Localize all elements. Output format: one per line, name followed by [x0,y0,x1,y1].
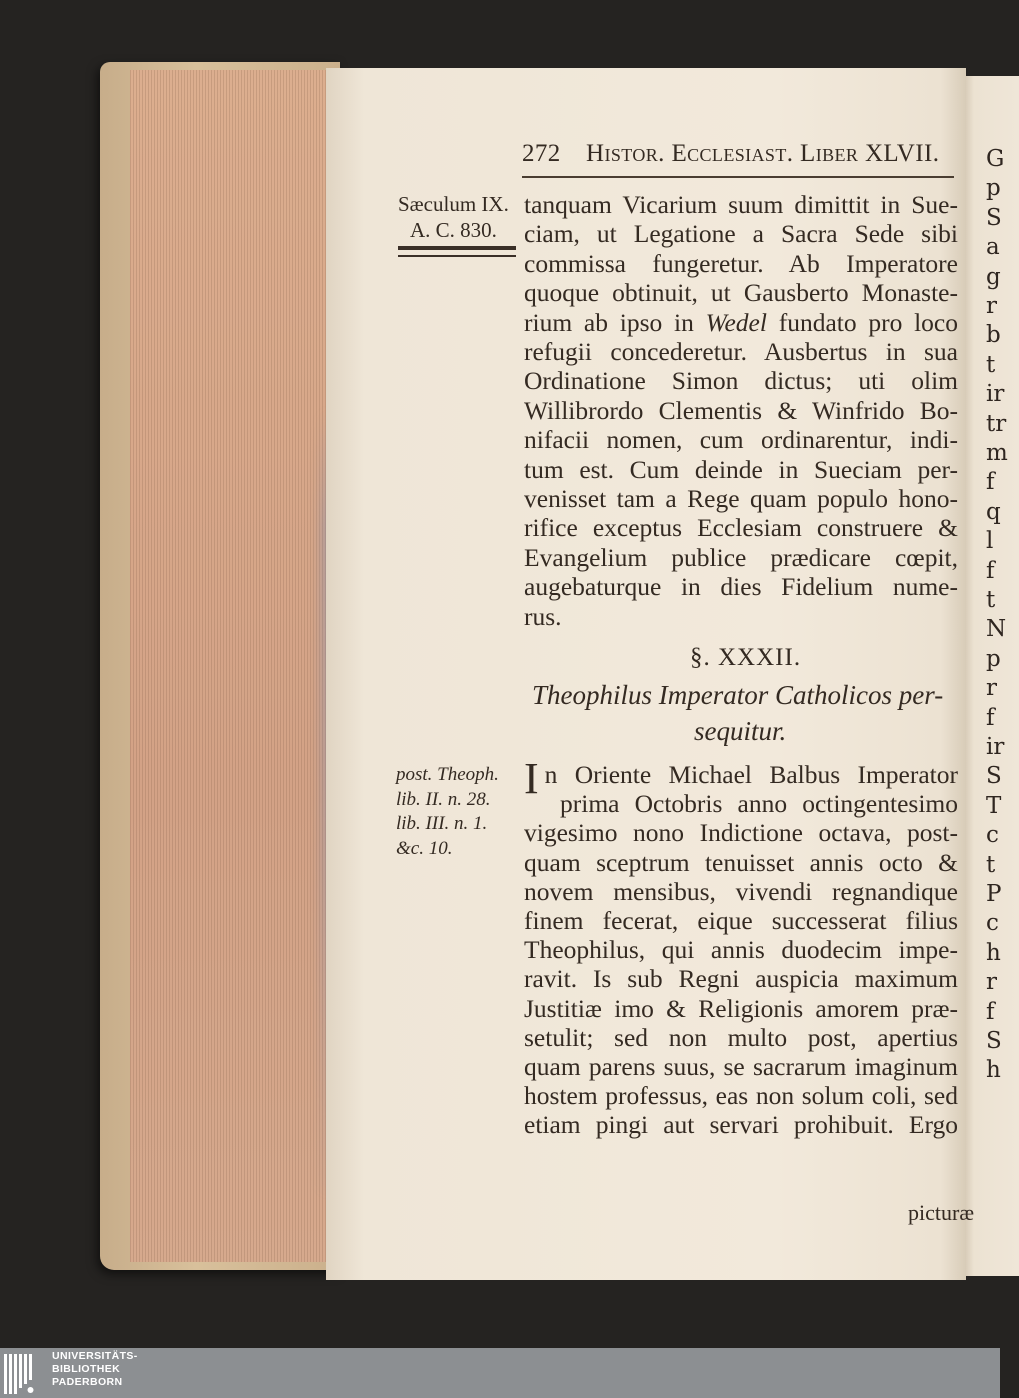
section-title-line-2: sequitur. [694,716,787,746]
body-line: vigesimo nono Indictione octava, post- [524,818,958,848]
margin-reference-line: lib. II. n. 28. [396,788,491,810]
facing-page-letter: T [986,792,1002,819]
facing-page-letter: N [986,616,1007,643]
body-line: Justitiæ imo & Religionis amorem præ- [524,993,958,1023]
body-line: augebaturque in dies Fidelium nume- [524,572,958,602]
facing-page-letter: f [986,557,995,584]
facing-page-letter: p [986,645,1001,672]
library-name-line: BIBLIOTHEK [52,1363,121,1375]
body-line: rus. [524,601,562,631]
facing-page-letter: a [986,234,1000,261]
facing-page-letter: c [986,822,999,849]
facing-page-letter: h [986,939,1001,966]
body-line: quam parens suus, se sacrarum imaginum [524,1052,958,1081]
facing-page-letter: g [986,263,1001,290]
margin-rule [398,246,516,250]
margin-reference-line: post. Theoph. [396,764,499,785]
library-name-line: PADERBORN [52,1376,123,1388]
header-rule [522,176,954,178]
facing-page-letter: c [986,910,999,937]
body-line: Willibrordo Clementis & Winfrido Bo- [524,395,958,425]
margin-reference-line: &c. 10. [396,837,453,859]
facing-page-letter: ir [986,381,1005,408]
margin-era: Sæculum IX. [398,192,509,216]
library-footer [0,1348,1000,1398]
facing-page-letter: S [986,1028,1002,1054]
facing-page-letter: p [986,175,1001,202]
facing-page-letter: f [986,704,995,731]
facing-page-letter: q [986,498,1001,525]
body-line: In Oriente Michael Balbus Imperator [524,754,958,803]
body-line: prima Octobris anno octingentesimo [560,789,958,819]
place-name: Wedel [705,307,767,337]
body-line: Theophilus, qui annis duodecim impe- [524,935,958,965]
page-number: 272 [522,140,561,167]
facing-page-letter: f [986,469,995,496]
body-line: rifice exceptus Ecclesiam construere & [524,513,958,543]
body-line: ravit. Is sub Regni auspicia maximum [524,964,958,994]
facing-page-letter: t [986,587,996,613]
body-line: tum est. Cum deinde in Sueciam per- [524,454,958,484]
body-line: quam sceptrum tenuisset annis octo & [524,847,958,877]
catchword: picturæ [908,1200,974,1225]
body-line: Evangelium publice prædicare cœpit, [524,542,958,572]
body-line: commissa fungeretur. Ab Imperatore [524,248,958,278]
facing-page-letter: P [986,881,1002,907]
facing-page-letter: S [986,204,1002,231]
body-line: etiam pingi aut servari prohibuit. Ergo [524,1110,958,1140]
facing-page-letter: r [986,675,997,702]
drop-initial: I [524,754,539,803]
body-line: refugii concederetur. Ausbertus in sua [524,337,958,366]
body-line: novem mensibus, vivendi regnandique [524,876,958,906]
margin-rule-thin [398,255,516,257]
library-logo-icon [4,1354,44,1394]
body-line: venisset tam a Rege quam populo hono- [524,484,958,513]
facing-page-letter: S [986,763,1002,790]
facing-page-letter: r [986,293,997,319]
facing-page-letter: l [986,528,994,555]
section-title-line-1: Theophilus Imperator Catholicos per- [532,680,944,710]
facing-page-letter: ir [986,734,1005,760]
body-line: tanquam Vicarium suum dimittit in Sue- [524,190,958,219]
running-title: Histor. Ecclesiast. Liber XLVII. [586,140,940,167]
body-line: Ordinatione Simon dictus; uti olim [524,366,958,396]
facing-page-letter: r [986,969,997,996]
library-name-line: UNIVERSITÄTS- [52,1350,138,1362]
facing-page-letter: tr [986,410,1007,437]
library-name [52,1350,138,1389]
facing-page-letter: G [986,146,1005,172]
facing-page-letter: m [986,440,1008,466]
body-line: nifacii nomen, cum ordinarentur, indi- [524,425,958,455]
body-line: ciam, ut Legatione a Sacra Sede sibi [524,219,958,249]
section-number: §. XXXII. [690,644,802,671]
margin-year: A. C. 830. [410,218,497,242]
margin-reference-line: lib. III. n. 1. [396,813,488,834]
facing-page-letter: f [986,998,995,1025]
running-header [522,140,939,168]
facing-page-letter: t [986,851,996,878]
body-line: hostem professus, eas non solum coli, sed [524,1081,958,1111]
facing-page-letter: h [986,1057,1001,1084]
page-edges [130,70,330,1262]
facing-page-letter: b [986,322,1001,349]
body-line: rium ab ipso in Wedel fundato pro loco [524,307,958,337]
facing-page-letter: t [986,351,996,378]
body-line: setulit; sed non multo post, apertius [524,1022,958,1052]
body-line: finem fecerat, eique successerat filius [524,906,958,935]
body-line: quoque obtinuit, ut Gausberto Monaste- [524,278,958,308]
